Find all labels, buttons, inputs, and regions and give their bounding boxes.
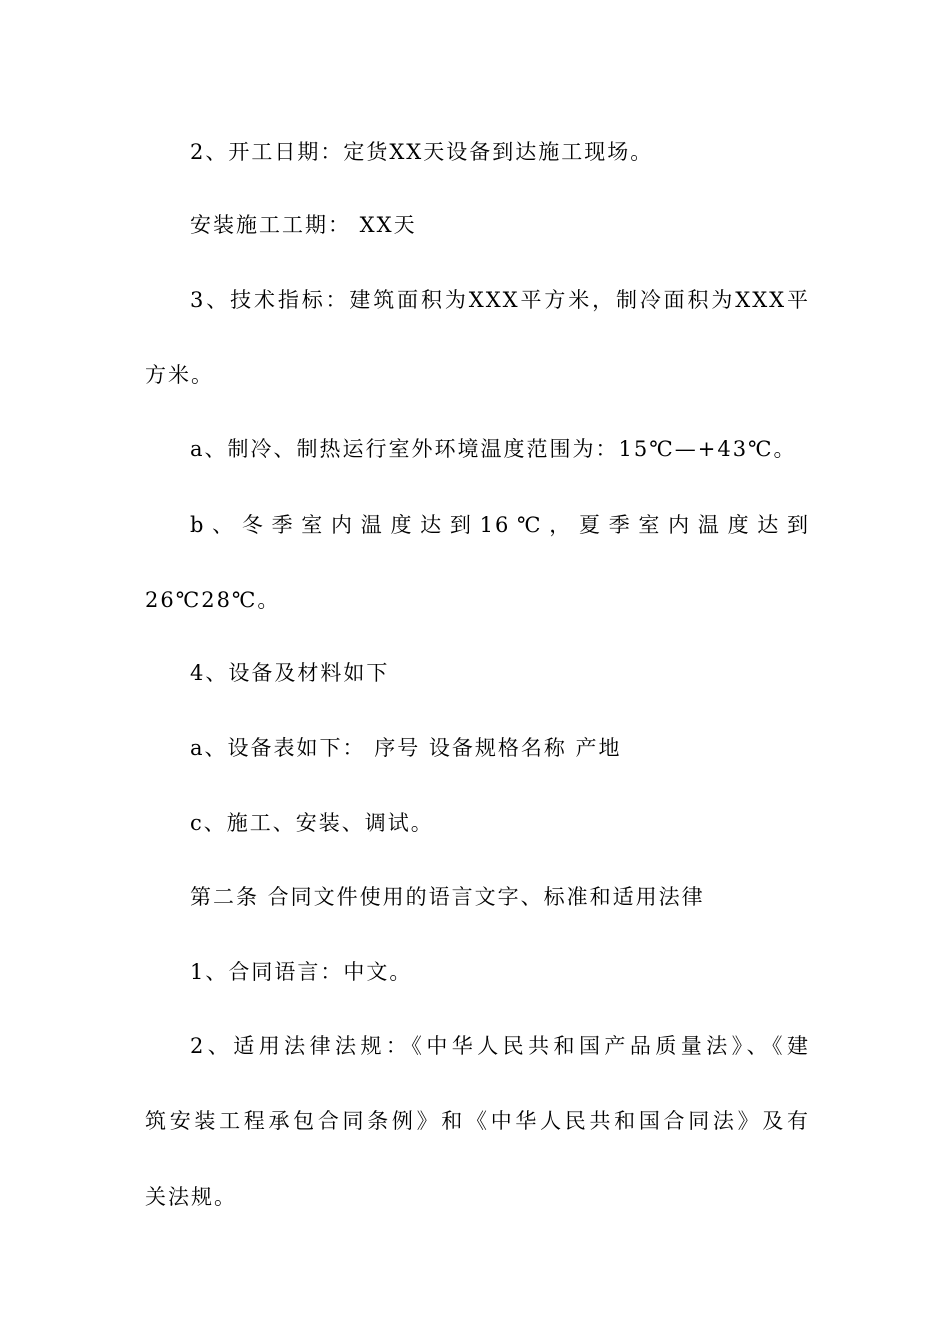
text-line-language: 1、合同语言：中文。: [190, 960, 413, 984]
text-line-indoor-temp: b、冬季室内温度达到16℃，夏季室内温度达到: [190, 513, 810, 537]
text-line-article-two: 第二条 合同文件使用的语言文字、标准和适用法律: [190, 885, 705, 909]
text-line-laws-end: 关法规。: [145, 1185, 237, 1209]
text-line-tech-specs: 3、技术指标：建筑面积为XXX平方米，制冷面积为XXX平: [190, 288, 810, 312]
text-line-start-date: 2、开工日期：定货XX天设备到达施工现场。: [190, 140, 654, 164]
text-line-construction: c、施工、安装、调试。: [190, 811, 434, 835]
text-line-indoor-temp-cont: 26℃28℃。: [145, 588, 281, 612]
text-line-materials: 4、设备及材料如下: [190, 661, 390, 685]
text-line-equipment-table: a、设备表如下： 序号 设备规格名称 产地: [190, 736, 622, 760]
text-line-install-period: 安装施工工期： XX天: [190, 213, 417, 237]
text-line-outdoor-temp: a、制冷、制热运行室外环境温度范围为：15℃—+43℃。: [190, 437, 797, 461]
text-line-laws: 2、适用法律法规：《中华人民共和国产品质量法》、《建: [190, 1034, 810, 1058]
text-line-tech-specs-cont: 方米。: [145, 363, 214, 387]
text-line-laws-cont: 筑安装工程承包合同条例》和《中华人民共和国合同法》及有: [145, 1109, 810, 1133]
